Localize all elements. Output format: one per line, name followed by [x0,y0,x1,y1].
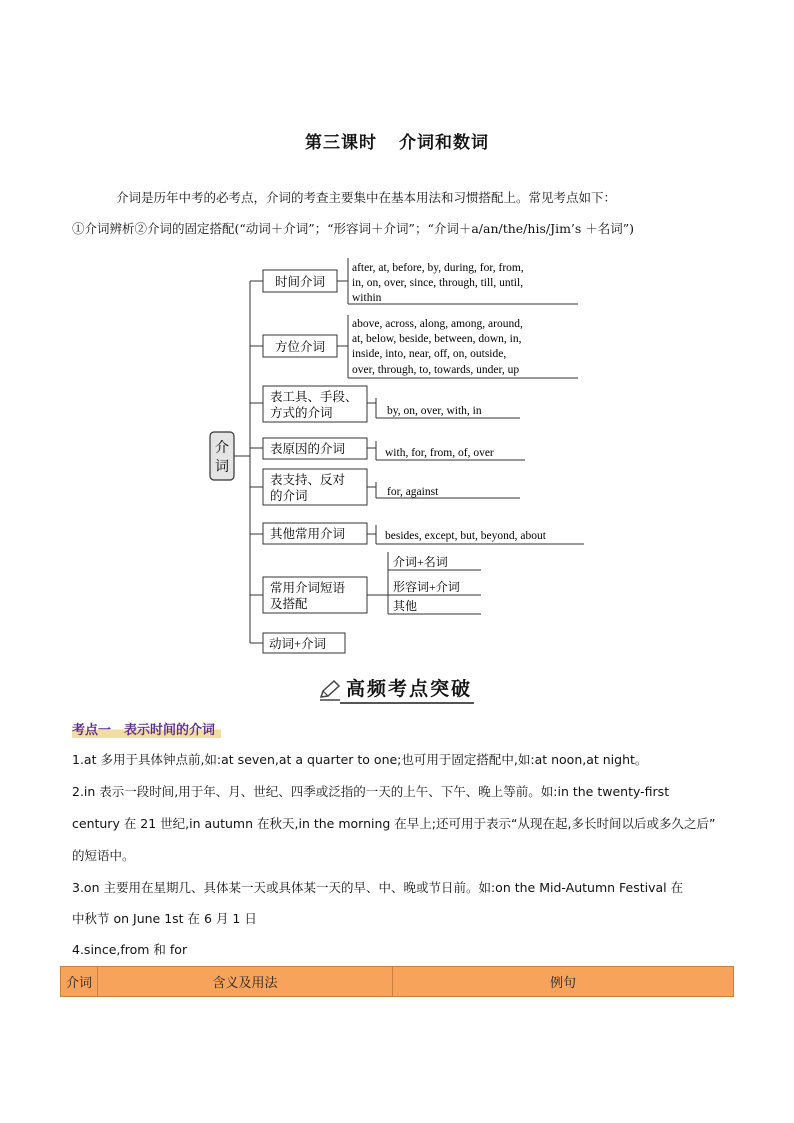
point-4: 4.since,from 和 for [72,942,188,957]
branch-location-label: 方位介词 [274,340,326,354]
header-preposition: 介词 [61,967,98,997]
table-header-row [61,967,734,997]
mindmap-root-bottom: 词 [215,460,229,475]
header-meaning: 含义及用法 [98,967,393,997]
pencil-icon [318,679,342,701]
mindmap-root-top: 介 [215,441,229,456]
header-example: 例句 [393,967,734,997]
branch-phrase-sub-2: 形容词+介词 [393,580,460,594]
point-1: 1.at 多用于具体钟点前,如:at seven,at a quarter to one;也可用于固定搭配中,如:at noon,at night。 [72,752,648,767]
branch-phrase-label-1: 常用介词短语 [270,581,346,595]
branch-other-label: 其他常用介词 [270,527,346,541]
branch-time-line-2: in, on, over, since, through, till, until, [352,277,524,289]
branch-support-line-1: for, against [387,486,439,498]
branch-phrase-sub-1: 介词+名词 [393,555,448,569]
point-2-line-2: century 在 21 世纪,in autumn 在秋天,in the morning 在早上;还可用于表示“从现在起,多长时间以后或多久之后” [72,816,716,831]
branch-location-line-3: inside, into, near, off, on, outside, [352,348,507,360]
title-topic: 介词和数词 [399,133,489,153]
branch-verb-label: 动词+介词 [269,637,327,651]
branch-location-line-2: at, below, beside, between, down, in, [352,333,522,345]
branch-reason-line-1: with, for, from, of, over [385,447,494,459]
branch-location-line-1: above, across, along, among, around, [352,318,523,330]
branch-support-label-2: 的介词 [270,489,308,503]
section-title: 考点一 表示时间的介词 [72,719,221,738]
branch-reason-label: 表原因的介词 [270,442,346,456]
branch-phrase-sub-3: 其他 [393,599,418,613]
branch-tool-label-2: 方式的介词 [270,406,333,420]
point-3-line-2: 中秋节 on June 1st 在 6 月 1 日 [72,911,257,926]
branch-time-line-3: within [352,292,382,304]
section-banner [318,676,478,704]
branch-support-label-1: 表支持、反对 [270,473,346,487]
title-lesson: 第三课时 [305,133,377,153]
branch-time-line-1: after, at, before, by, during, for, from, [352,262,524,274]
branch-tool-label-1: 表工具、手段、 [270,390,358,404]
point-2-line-1: 2.in 表示一段时间,用于年、月、世纪、四季或泛指的一天的上午、下午、晚上等前。如:in the twenty-first [72,784,670,799]
branch-other-line-1: besides, except, but, beyond, about [385,530,546,542]
branch-tool-line-1: by, on, over, with, in [387,405,482,417]
point-2-line-3: 的短语中。 [72,848,135,863]
branch-location-line-4: over, through, to, towards, under, up [352,364,520,376]
branch-time-label: 时间介词 [274,275,326,289]
comparison-table [60,966,734,997]
intro-line-2: ①介词辨析②介词的固定搭配(“动词＋介词”；“形容词＋介词”；“介词＋a/an/the/his/Jim’s ＋名词”) [72,221,635,236]
banner-underline [340,702,474,704]
intro-line-1: 介词是历年中考的必考点，介词的考查主要集中在基本用法和习惯搭配上。常见考点如下： [116,190,617,205]
banner-text: 高频考点突破 [346,678,473,700]
branch-phrase-label-2: 及搭配 [270,597,308,611]
point-3-line-1: 3.on 主要用在星期几、具体某一天或具体某一天的早、中、晚或节日前。如:on the Mid-Autumn Festival 在 [72,880,684,895]
mindmap-branch-connectors [250,281,263,643]
